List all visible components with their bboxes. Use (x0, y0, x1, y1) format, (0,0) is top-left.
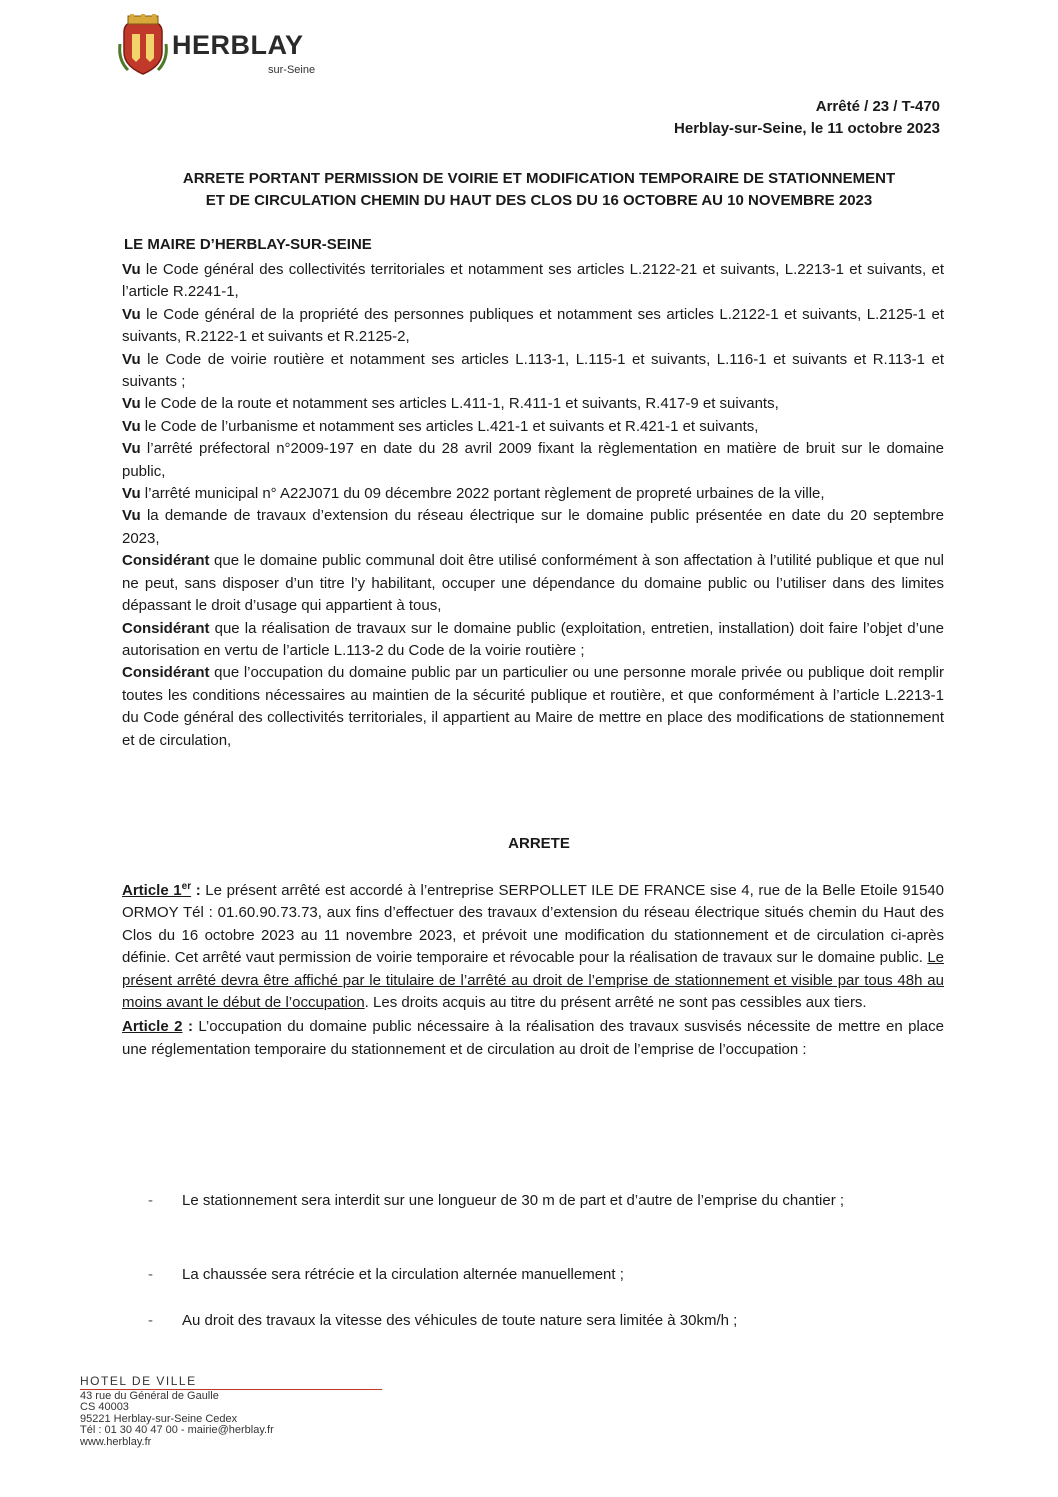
decree-number: Arrêté / 23 / T-470 (815, 98, 940, 115)
reference-block (674, 96, 940, 140)
considerant-item: Considérant que le domaine public communal doit être utilisé conformément à son affectation à l’utilité publique et que nul ne peut, sans disposer d’un titre l’y habilitant, occuper une dépendance du domaine public ou l’utiliser dans des limites dépassant le droit d’usage qui appartient à tous, (122, 552, 944, 615)
considerant-item: Vu la demande de travaux d’extension du réseau électrique sur le domaine public présentée en date du 20 septembre 2023, (122, 507, 944, 547)
footer-address (80, 1376, 382, 1448)
article-2-label: Article 2 (122, 1018, 183, 1036)
considerant-item: Considérant que la réalisation de travaux sur le domaine public (exploitation, entretien, installation) doit faire l’objet d’une autorisation en vertu de l’article L.113-2 du Code de la voirie routière ; (122, 619, 944, 659)
article-2: Article 2 : L’occupation du domaine public nécessaire à la réalisation des travaux susvisés nécessite de mettre en place une réglementation temporaire du stationnement et de circulation au droit de l’emprise de l’occupation : (122, 1018, 944, 1058)
authority-heading: LE MAIRE D’HERBLAY-SUR-SEINE (124, 236, 372, 253)
logo-subtitle: sur-Seine (268, 64, 316, 76)
considerants-list (122, 259, 944, 752)
footer-city: 95221 Herblay-sur-Seine Cedex (80, 1412, 238, 1425)
considerant-item: Vu l’arrêté préfectoral n°2009-197 en date du 28 avril 2009 fixant la règlementation en matière de bruit sur le domaine public, (122, 440, 944, 480)
coat-of-arms-icon (118, 14, 168, 76)
footer-contact: Tél : 01 30 40 47 00 - mairie@herblay.fr (80, 1424, 274, 1436)
title-line-1: ARRETE PORTANT PERMISSION DE VOIRIE ET MODIFICATION TEMPORAIRE DE STATIONNEMENT (182, 170, 896, 187)
footer-website: www.herblay.fr (80, 1435, 152, 1448)
footer-cs: CS 40003 (80, 1401, 129, 1413)
considerant-item: Vu le Code de l’urbanisme et notamment ses articles L.421-1 et suivants et R.421-1 et suivants, (122, 417, 759, 435)
considerant-item: Considérant que l’occupation du domaine public par un particulier ou une personne morale privée ou publique doit remplir toutes les conditions nécessaires au maintien de la sécurité publique et routière, et que conformément à l’article L.2213-1 du Code général des collectivités territoriales, il appartient au Maire de mettre en place des modifications de stationnement et de circulation, (122, 664, 944, 749)
arrete-heading: ARRETE (508, 835, 570, 852)
considerant-item: Vu le Code de voirie routière et notamment ses articles L.113-1, L.115-1 et suivants, L.116-1 et suivants et R.113-1 et suivants ; (122, 350, 944, 391)
articles (122, 880, 944, 1063)
city-logo (118, 10, 348, 80)
considerant-item: Vu le Code général de la propriété des personnes publiques et notamment ses articles L.2122-1 et suivants, L.2125-1 et suivants, R.2122-1 et suivants et R.2125-2, (122, 305, 944, 346)
place-and-date: Herblay-sur-Seine, le 11 octobre 2023 (674, 120, 940, 137)
title-line-2: ET DE CIRCULATION CHEMIN DU HAUT DES CLOS DU 16 OCTOBRE AU 10 NOVEMBRE 2023 (205, 192, 873, 209)
document-title (80, 168, 998, 212)
display-notice: Le présent arrêté devra être affiché par le titulaire de l’arrêté au droit de l’emprise de stationnement et visible par tous 48h au moins avant le début de l’occupation (122, 949, 944, 1012)
considerant-item: Vu le Code général des collectivités territoriales et notamment ses articles L.2122-21 et suivants, L.2213-1 et suivants, et l’article R.2241-1, (122, 261, 944, 301)
considerant-item: Vu le Code de la route et notamment ses articles L.411-1, R.411-1 et suivants, R.417-9 et suivants, (122, 395, 779, 413)
considerant-item: Vu l’arrêté municipal n° A22J071 du 09 décembre 2022 portant règlement de propreté urbaines de la ville, (122, 485, 825, 503)
footer-street: 43 rue du Général de Gaulle (80, 1389, 219, 1402)
article-1-label: Article 1er (122, 881, 192, 899)
footer-title: HOTEL DE VILLE (80, 1374, 197, 1388)
article-1: Article 1er : Le présent arrêté est accordé à l’entreprise SERPOLLET ILE DE FRANCE sise 4, rue de la Belle Etoile 91540 ORMOY Tél : 01.60.90.73.73, aux fins d’effectuer des travaux d’extension du réseau électrique situés chemin du Haut des Clos du 16 octobre 2023 au 11 novembre 2023, et prévoit une modification du stationnement et de circulation ci-après définie. Cet arrêté vaut permission de voirie temporaire et révocable pour la réalisation de travaux sur le domaine public. Le présent arrêté devra être affiché par le titulaire de l’arrêté au droit de l’emprise de stationnement et visible par tous 48h au moins avant le début de l’occupation. Les droits acquis au titre du présent arrêté ne sont pas cessibles aux tiers. (122, 881, 944, 1012)
logo-wordmark: HERBLAY (172, 30, 304, 60)
